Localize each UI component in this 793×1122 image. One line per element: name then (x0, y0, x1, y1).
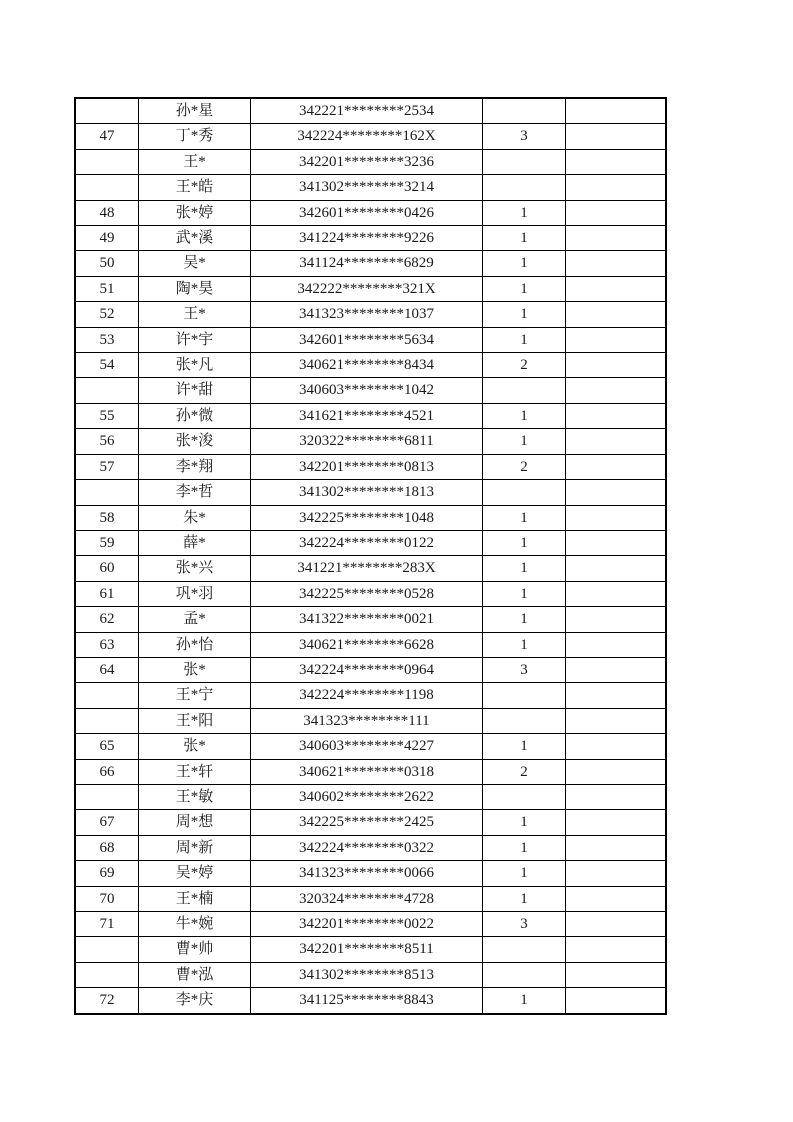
cell-note (566, 454, 667, 479)
cell-name: 武*溪 (139, 226, 251, 251)
cell-count: 1 (483, 251, 566, 276)
cell-note (566, 784, 667, 809)
cell-seq (75, 175, 139, 200)
cell-seq (75, 480, 139, 505)
cell-note (566, 226, 667, 251)
cell-seq: 71 (75, 912, 139, 937)
cell-name: 许*宇 (139, 327, 251, 352)
cell-id_number: 342224********0122 (251, 530, 483, 555)
cell-count: 1 (483, 200, 566, 225)
cell-note (566, 200, 667, 225)
cell-id_number: 341221********283X (251, 556, 483, 581)
table-row (75, 149, 666, 174)
cell-count: 1 (483, 734, 566, 759)
cell-seq: 69 (75, 861, 139, 886)
cell-note (566, 937, 667, 962)
cell-note (566, 759, 667, 784)
cell-count: 3 (483, 912, 566, 937)
cell-id_number: 342224********1198 (251, 683, 483, 708)
cell-note (566, 124, 667, 149)
roster-table (74, 97, 667, 1015)
cell-seq: 64 (75, 657, 139, 682)
cell-note (566, 149, 667, 174)
cell-count (483, 784, 566, 809)
cell-id_number: 341323********111 (251, 708, 483, 733)
cell-note (566, 886, 667, 911)
table-row (75, 734, 666, 759)
cell-count (483, 175, 566, 200)
cell-note (566, 480, 667, 505)
cell-seq (75, 98, 139, 124)
cell-count: 1 (483, 530, 566, 555)
cell-note (566, 632, 667, 657)
cell-note (566, 988, 667, 1014)
cell-seq: 48 (75, 200, 139, 225)
cell-name: 吴*婷 (139, 861, 251, 886)
cell-count: 2 (483, 759, 566, 784)
cell-count (483, 937, 566, 962)
table-row (75, 810, 666, 835)
cell-name: 张*凡 (139, 353, 251, 378)
cell-note (566, 403, 667, 428)
cell-count: 1 (483, 988, 566, 1014)
cell-seq: 67 (75, 810, 139, 835)
cell-count: 1 (483, 429, 566, 454)
table-row (75, 480, 666, 505)
cell-name: 王*楠 (139, 886, 251, 911)
cell-id_number: 320322********6811 (251, 429, 483, 454)
cell-count: 1 (483, 810, 566, 835)
cell-name: 周*新 (139, 835, 251, 860)
cell-id_number: 342225********2425 (251, 810, 483, 835)
cell-note (566, 530, 667, 555)
cell-count: 1 (483, 403, 566, 428)
table-row (75, 353, 666, 378)
cell-seq: 58 (75, 505, 139, 530)
cell-seq: 50 (75, 251, 139, 276)
cell-name: 曹*泓 (139, 962, 251, 987)
cell-seq: 72 (75, 988, 139, 1014)
cell-count: 1 (483, 556, 566, 581)
table-row (75, 124, 666, 149)
cell-id_number: 342201********0022 (251, 912, 483, 937)
cell-name: 张*婷 (139, 200, 251, 225)
cell-note (566, 556, 667, 581)
cell-id_number: 340621********8434 (251, 353, 483, 378)
cell-id_number: 342222********321X (251, 276, 483, 301)
cell-name: 孟* (139, 607, 251, 632)
cell-seq: 51 (75, 276, 139, 301)
cell-id_number: 341124********6829 (251, 251, 483, 276)
cell-note (566, 962, 667, 987)
table-row (75, 98, 666, 124)
cell-seq (75, 149, 139, 174)
table-row (75, 378, 666, 403)
cell-id_number: 340602********2622 (251, 784, 483, 809)
cell-count: 1 (483, 226, 566, 251)
cell-id_number: 341323********0066 (251, 861, 483, 886)
cell-name: 孙*微 (139, 403, 251, 428)
cell-count (483, 378, 566, 403)
cell-note (566, 810, 667, 835)
table-row (75, 556, 666, 581)
cell-count: 1 (483, 835, 566, 860)
cell-count: 1 (483, 581, 566, 606)
cell-name: 王*阳 (139, 708, 251, 733)
cell-id_number: 340603********1042 (251, 378, 483, 403)
table-row (75, 962, 666, 987)
cell-count: 3 (483, 657, 566, 682)
table-row (75, 403, 666, 428)
cell-id_number: 320324********4728 (251, 886, 483, 911)
cell-count: 1 (483, 632, 566, 657)
cell-seq: 56 (75, 429, 139, 454)
cell-seq: 70 (75, 886, 139, 911)
cell-name: 薛* (139, 530, 251, 555)
cell-note (566, 175, 667, 200)
cell-name: 李*翔 (139, 454, 251, 479)
table-row (75, 454, 666, 479)
cell-note (566, 505, 667, 530)
table-row (75, 632, 666, 657)
table-row (75, 429, 666, 454)
cell-name: 李*庆 (139, 988, 251, 1014)
cell-count (483, 962, 566, 987)
cell-seq: 65 (75, 734, 139, 759)
cell-id_number: 341302********3214 (251, 175, 483, 200)
cell-name: 吴* (139, 251, 251, 276)
cell-note (566, 276, 667, 301)
table-row (75, 302, 666, 327)
cell-id_number: 342221********2534 (251, 98, 483, 124)
table-row (75, 327, 666, 352)
cell-seq (75, 784, 139, 809)
cell-id_number: 341302********8513 (251, 962, 483, 987)
cell-id_number: 341224********9226 (251, 226, 483, 251)
cell-note (566, 683, 667, 708)
cell-note (566, 98, 667, 124)
cell-id_number: 342224********0964 (251, 657, 483, 682)
cell-name: 曹*帅 (139, 937, 251, 962)
cell-name: 许*甜 (139, 378, 251, 403)
cell-count: 1 (483, 276, 566, 301)
table-row (75, 937, 666, 962)
table-row (75, 581, 666, 606)
cell-seq: 52 (75, 302, 139, 327)
cell-note (566, 378, 667, 403)
cell-count: 1 (483, 505, 566, 530)
cell-name: 王* (139, 149, 251, 174)
cell-count: 2 (483, 454, 566, 479)
cell-id_number: 342224********0322 (251, 835, 483, 860)
cell-name: 张* (139, 657, 251, 682)
table-row (75, 861, 666, 886)
cell-note (566, 708, 667, 733)
cell-note (566, 251, 667, 276)
table-row (75, 226, 666, 251)
cell-name: 王*轩 (139, 759, 251, 784)
table-row (75, 886, 666, 911)
cell-note (566, 327, 667, 352)
cell-id_number: 341621********4521 (251, 403, 483, 428)
cell-id_number: 340621********0318 (251, 759, 483, 784)
cell-name: 王* (139, 302, 251, 327)
cell-note (566, 657, 667, 682)
cell-name: 张*浚 (139, 429, 251, 454)
cell-seq (75, 962, 139, 987)
cell-seq: 66 (75, 759, 139, 784)
cell-name: 巩*羽 (139, 581, 251, 606)
cell-count: 1 (483, 861, 566, 886)
cell-seq: 62 (75, 607, 139, 632)
cell-id_number: 342225********1048 (251, 505, 483, 530)
cell-seq: 57 (75, 454, 139, 479)
cell-id_number: 342201********3236 (251, 149, 483, 174)
table-row (75, 175, 666, 200)
cell-name: 王*皓 (139, 175, 251, 200)
cell-note (566, 353, 667, 378)
table-row (75, 607, 666, 632)
cell-seq (75, 683, 139, 708)
cell-count (483, 98, 566, 124)
cell-note (566, 912, 667, 937)
cell-id_number: 342201********8511 (251, 937, 483, 962)
cell-count: 1 (483, 886, 566, 911)
cell-name: 丁*秀 (139, 124, 251, 149)
cell-seq: 47 (75, 124, 139, 149)
roster-table-body (75, 98, 666, 1014)
cell-id_number: 342225********0528 (251, 581, 483, 606)
cell-note (566, 302, 667, 327)
cell-count (483, 149, 566, 174)
cell-count (483, 683, 566, 708)
cell-note (566, 835, 667, 860)
cell-seq: 68 (75, 835, 139, 860)
table-row (75, 251, 666, 276)
cell-id_number: 341302********1813 (251, 480, 483, 505)
cell-note (566, 861, 667, 886)
cell-name: 张*兴 (139, 556, 251, 581)
cell-seq: 53 (75, 327, 139, 352)
cell-name: 李*哲 (139, 480, 251, 505)
cell-seq: 54 (75, 353, 139, 378)
cell-seq (75, 937, 139, 962)
table-row (75, 784, 666, 809)
cell-id_number: 340603********4227 (251, 734, 483, 759)
table-row (75, 708, 666, 733)
table-row (75, 530, 666, 555)
cell-id_number: 341323********1037 (251, 302, 483, 327)
cell-name: 陶*昊 (139, 276, 251, 301)
cell-seq: 60 (75, 556, 139, 581)
cell-count (483, 708, 566, 733)
table-row (75, 657, 666, 682)
cell-name: 周*想 (139, 810, 251, 835)
cell-name: 张* (139, 734, 251, 759)
table-row (75, 835, 666, 860)
cell-note (566, 607, 667, 632)
table-row (75, 988, 666, 1014)
cell-id_number: 341322********0021 (251, 607, 483, 632)
cell-id_number: 340621********6628 (251, 632, 483, 657)
cell-count (483, 480, 566, 505)
cell-name: 孙*星 (139, 98, 251, 124)
cell-note (566, 734, 667, 759)
cell-count: 2 (483, 353, 566, 378)
cell-count: 1 (483, 327, 566, 352)
cell-name: 朱* (139, 505, 251, 530)
cell-id_number: 342601********5634 (251, 327, 483, 352)
cell-id_number: 342224********162X (251, 124, 483, 149)
table-row (75, 505, 666, 530)
table-row (75, 276, 666, 301)
cell-count: 1 (483, 607, 566, 632)
cell-note (566, 581, 667, 606)
cell-seq: 63 (75, 632, 139, 657)
table-row (75, 200, 666, 225)
table-row (75, 683, 666, 708)
cell-seq: 59 (75, 530, 139, 555)
cell-count: 3 (483, 124, 566, 149)
table-row (75, 912, 666, 937)
cell-name: 孙*怡 (139, 632, 251, 657)
cell-id_number: 341125********8843 (251, 988, 483, 1014)
cell-id_number: 342601********0426 (251, 200, 483, 225)
cell-note (566, 429, 667, 454)
cell-seq (75, 378, 139, 403)
cell-name: 王*敏 (139, 784, 251, 809)
cell-count: 1 (483, 302, 566, 327)
cell-name: 王*宁 (139, 683, 251, 708)
cell-seq: 49 (75, 226, 139, 251)
cell-seq: 61 (75, 581, 139, 606)
cell-name: 牛*婉 (139, 912, 251, 937)
cell-id_number: 342201********0813 (251, 454, 483, 479)
cell-seq: 55 (75, 403, 139, 428)
cell-seq (75, 708, 139, 733)
table-row (75, 759, 666, 784)
